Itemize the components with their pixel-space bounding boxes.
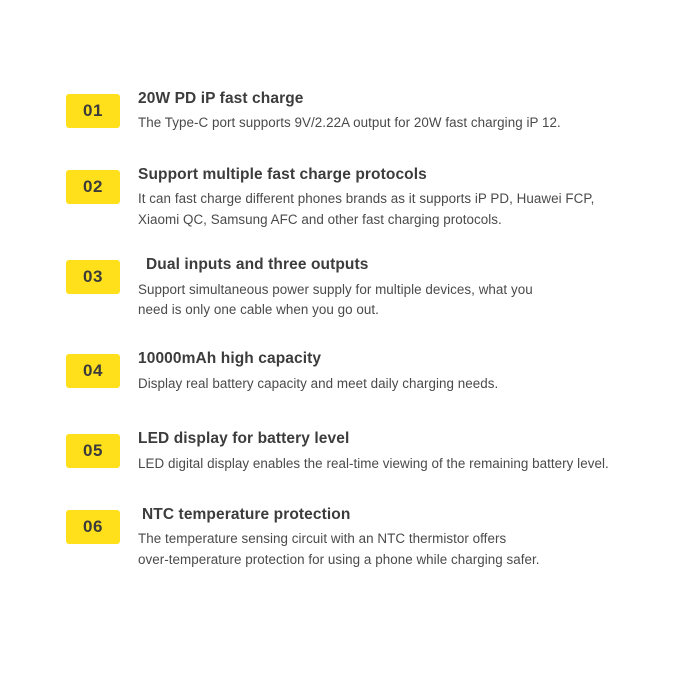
feature-description — [138, 189, 594, 230]
feature-description — [138, 280, 533, 321]
feature-description-line: Display real battery capacity and meet daily charging needs. — [138, 375, 499, 391]
feature-title: 10000mAh high capacity — [138, 350, 322, 368]
feature-item — [66, 254, 660, 320]
feature-title: NTC temperature protection — [142, 505, 351, 523]
feature-description — [138, 113, 561, 133]
feature-text-block — [138, 88, 561, 134]
feature-description-line: LED digital display enables the real-time viewing of the remaining battery level. — [138, 455, 609, 471]
feature-title: 20W PD iP fast charge — [138, 90, 304, 107]
feature-number-badge: 03 — [66, 260, 120, 294]
feature-number-badge: 02 — [66, 170, 120, 204]
feature-description — [138, 374, 498, 394]
feature-text-block — [138, 428, 609, 474]
feature-text-block — [138, 348, 498, 394]
feature-title: Support multiple fast charge protocols — [138, 165, 427, 183]
feature-description — [138, 454, 609, 474]
feature-description-line: The Type-C port supports 9V/2.22A output for 20W fast charging iP 12. — [138, 115, 561, 131]
feature-list — [66, 88, 660, 570]
feature-item — [66, 88, 660, 134]
feature-description-line: Xiaomi QC, Samsung AFC and other fast charging protocols. — [138, 211, 502, 227]
feature-title: Dual inputs and three outputs — [146, 256, 369, 274]
feature-description-line: It can fast charge different phones brands as it supports iP PD, Huawei FCP, — [138, 191, 595, 207]
feature-number-badge: 05 — [66, 434, 120, 468]
feature-description-line: The temperature sensing circuit with an NTC thermistor offers — [138, 531, 507, 547]
feature-item — [66, 428, 660, 474]
feature-item — [66, 504, 660, 570]
feature-title: LED display for battery level — [138, 430, 350, 448]
feature-number-badge: 06 — [66, 510, 120, 544]
feature-item — [66, 348, 660, 394]
feature-description-line: Support simultaneous power supply for multiple devices, what you — [138, 281, 533, 297]
feature-text-block — [138, 504, 540, 570]
feature-item — [66, 164, 660, 230]
feature-description — [138, 529, 540, 570]
feature-description-line: over-temperature protection for using a phone while charging safer. — [138, 551, 540, 567]
feature-number-badge: 01 — [66, 94, 120, 128]
feature-text-block — [138, 254, 533, 320]
feature-number-badge: 04 — [66, 354, 120, 388]
feature-text-block — [138, 164, 594, 230]
feature-description-line: need is only one cable when you go out. — [138, 301, 379, 317]
